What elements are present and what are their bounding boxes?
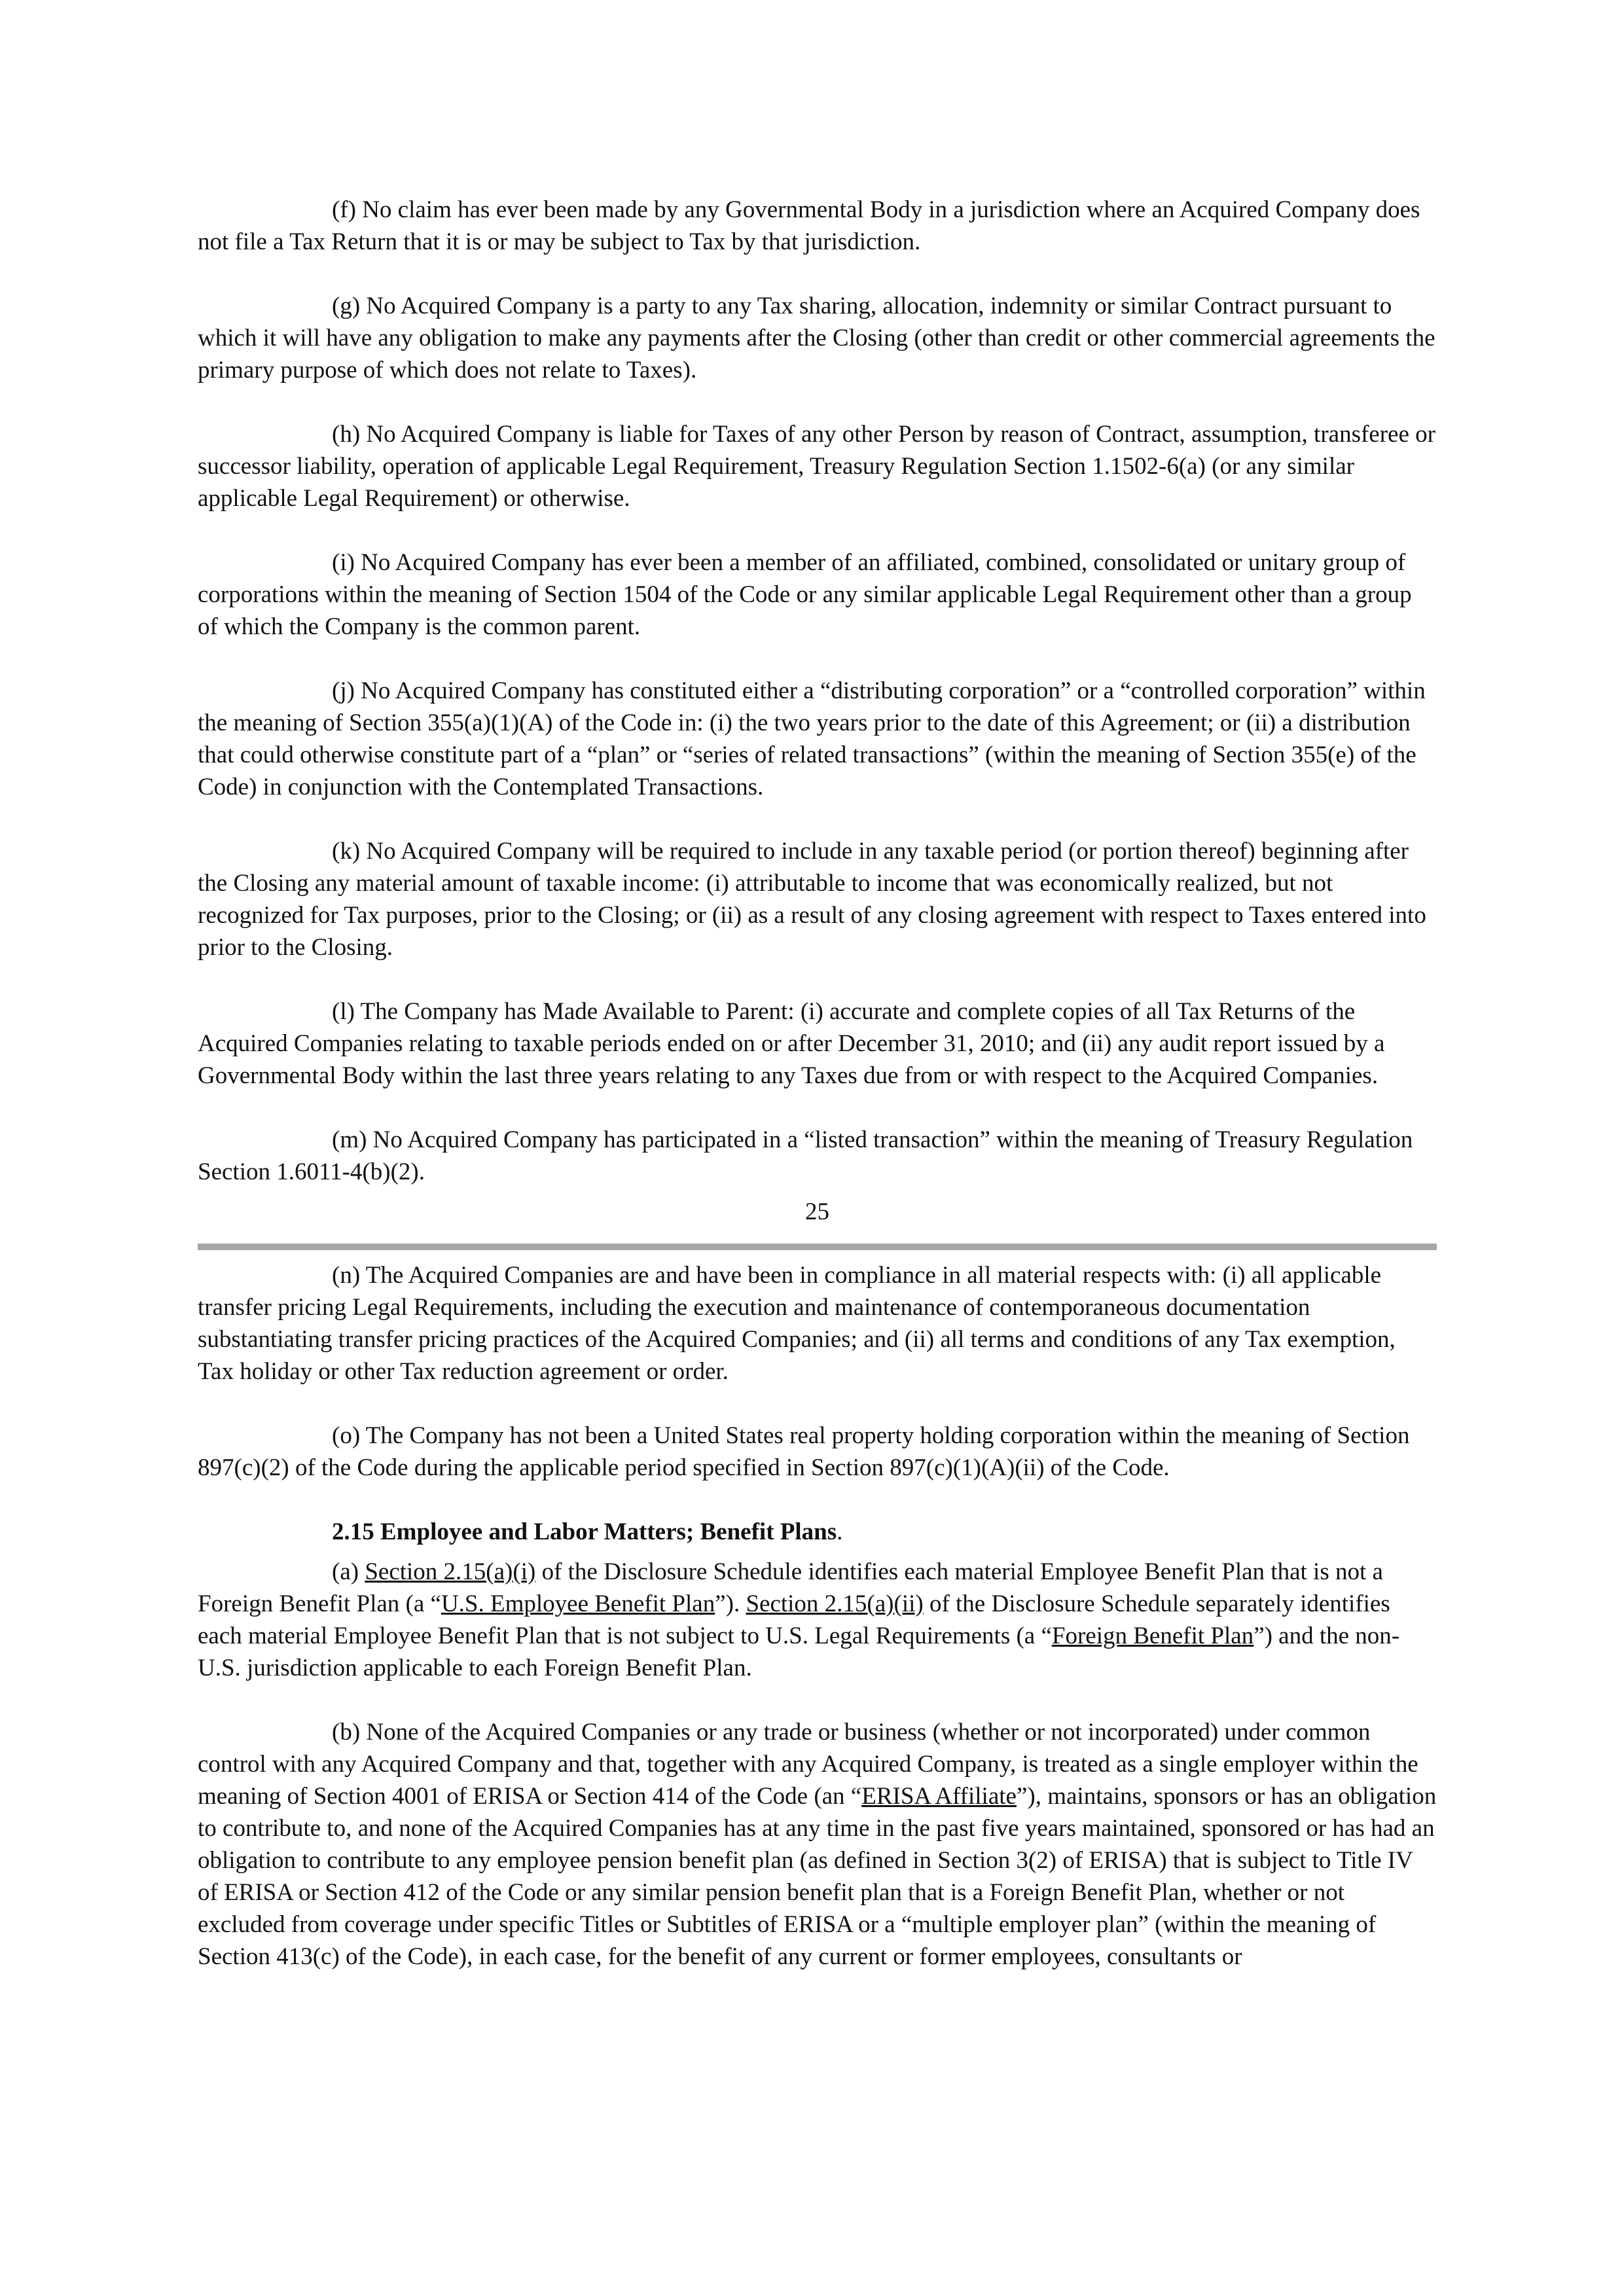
document-page: [198, 194, 1437, 2005]
text-run: ”).: [715, 1590, 746, 1617]
paragraph-2-15-b: [198, 1716, 1437, 1973]
defined-term: ERISA Affiliate: [861, 1783, 1017, 1810]
paragraph-f: (f) No claim has ever been made by any Governmental Body in a jurisdiction where an Acquired Company does not file a Tax Return that it is or may be subject to Tax by that jurisdiction.: [198, 196, 1420, 255]
section-heading-text: 2.15 Employee and Labor Matters; Benefit Plans: [332, 1518, 837, 1545]
text-run: ”), maintains, sponsors or has an obligation to contribute to, and none of the Acquired Companies has at any time in the past five years maintained, sponsored or has had an obligation to contribute to any employee pension benefit plan (as defined in Section 3(2) of ERISA) that is subject to Title IV of ERISA or Section 412 of the Code or any similar pension benefit plan that is a Foreign Benefit Plan, whether or not excluded from coverage under specific Titles or Subtitles of ERISA or a “multiple employer plan” (within the meaning of Section 413(c) of the Code), in each case, for the benefit of any current or former employees, consultants or: [198, 1783, 1437, 1970]
defined-term: Foreign Benefit Plan: [1051, 1623, 1254, 1649]
text-run: (a): [332, 1558, 365, 1585]
text-run: (b) None of the Acquired Companies or any trade or business (whether or not incorporated) under common control with any Acquired Company and that, together with any Acquired Company, is treated as a single employer within the meaning of Section 4001 of ERISA or Section 414 of the Code (an “: [198, 1719, 1418, 1810]
defined-term: U.S. Employee Benefit Plan: [441, 1590, 715, 1617]
paragraph-m: (m) No Acquired Company has participated in a “listed transaction” within the meaning of Treasury Regulation Section 1.6011-4(b)(2).: [198, 1126, 1413, 1185]
page-number: 25: [805, 1198, 829, 1225]
paragraph-l: (l) The Company has Made Available to Parent: (i) accurate and complete copies of all Tax Returns of the Acquired Companies relating to taxable periods ended on or after December 31, 2010; and (ii) any audit report issued by a Governmental Body within the last three years relating to any Taxes due from or with respect to the Acquired Companies.: [198, 998, 1385, 1089]
paragraph-2-15-a: [198, 1556, 1437, 1684]
section-heading-period: .: [837, 1518, 843, 1545]
paragraph-g: (g) No Acquired Company is a party to any Tax sharing, allocation, indemnity or similar Contract pursuant to which it will have any obligation to make any payments after the Closing (other than credit or other commercial agreements the primary purpose of which does not relate to Taxes).: [198, 293, 1435, 384]
text-run: of the Disclosure Schedule separately identifies each material Employee Benefit Plan that is not subject to U.S. Legal Requirements (a “: [198, 1590, 1390, 1649]
text-run: of the Disclosure Schedule identifies each material Employee Benefit Plan that is not a Foreign Benefit Plan (a “: [198, 1558, 1383, 1617]
paragraph-j: (j) No Acquired Company has constituted either a “distributing corporation” or a “controlled corporation” within the meaning of Section 355(a)(1)(A) of the Code in: (i) the two years prior to the date of this Agreement; or (ii) a distribution that could otherwise constitute part of a “plan” or “series of related transactions” (within the meaning of Section 355(e) of the Code) in conjunction with the Contemplated Transactions.: [198, 677, 1426, 800]
paragraph-i: (i) No Acquired Company has ever been a member of an affiliated, combined, consolidated or unitary group of corporations within the meaning of Section 1504 of the Code or any similar applicable Legal Requirement other than a group of which the Company is the common parent.: [198, 549, 1412, 640]
cross-reference: Section 2.15(a)(i): [365, 1558, 536, 1585]
paragraph-h: (h) No Acquired Company is liable for Taxes of any other Person by reason of Contract, assumption, transferee or successor liability, operation of applicable Legal Requirement, Treasury Regulation Section 1.1502-6(a) (or any similar applicable Legal Requirement) or otherwise.: [198, 421, 1435, 512]
text-run: ”) and the non-U.S. jurisdiction applicable to each Foreign Benefit Plan.: [198, 1623, 1400, 1681]
section-heading-2-15: [198, 1516, 1437, 1548]
paragraph-n: (n) The Acquired Companies are and have been in compliance in all material respects with: (i) all applicable transfer pricing Legal Requirements, including the execution and maintenance of contemporaneous documentation substantiating transfer pricing practices of the Acquired Companies; and (ii) all terms and conditions of any Tax exemption, Tax holiday or other Tax reduction agreement or order.: [198, 1262, 1396, 1385]
cross-reference: Section 2.15(a)(ii): [746, 1590, 924, 1617]
page-break-divider: [198, 1244, 1437, 1250]
paragraph-k: (k) No Acquired Company will be required to include in any taxable period (or portion thereof) beginning after the Closing any material amount of taxable income: (i) attributable to income that was economically realized, but not recognized for Tax purposes, prior to the Closing; or (ii) as a result of any closing agreement with respect to Taxes entered into prior to the Closing.: [198, 838, 1426, 961]
paragraph-o: (o) The Company has not been a United States real property holding corporation within the meaning of Section 897(c)(2) of the Code during the applicable period specified in Section 897(c)(1)(A)(ii) of the Code.: [198, 1422, 1410, 1481]
